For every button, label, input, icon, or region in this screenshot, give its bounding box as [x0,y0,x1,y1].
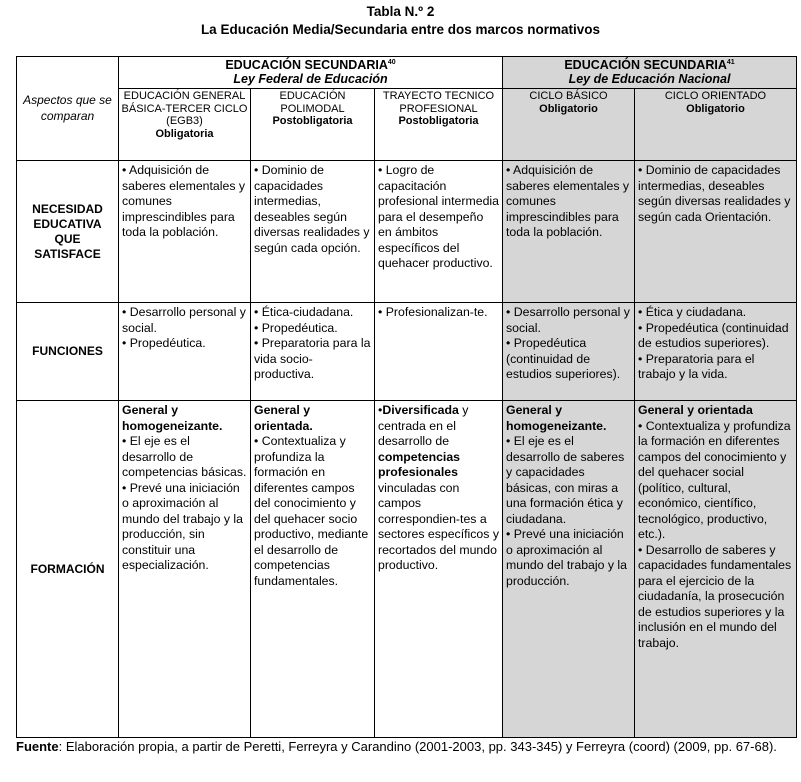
aspect-header: Aspectos que se comparan [17,57,119,161]
cell-necesidad-ciclo-basico: • Adquisición de saberes elementales y comunes imprescindibles para toda la población. [503,161,635,303]
cell-formacion-ciclo-orientado: General y orientada • Contextualiza y profundiza la formación en diferentes campos del conocimiento y del quehacer social (político, cultural, económico, científico, tecnológico, productivo, etc.). • Desarrollo de saberes y capacidades fundamentales para el ejercicio de la ciudadanía, la prosecución de estudios superiores y la inclusión en el mundo del trabajo. [635,401,797,738]
table-row [17,401,797,738]
table-title: La Educación Media/Secundaria entre dos marcos normativos [200,22,601,37]
cell-necesidad-egb3: • Adquisición de saberes elementales y comunes imprescindibles para toda la población. [119,161,251,303]
col-header-polimodal: EDUCACIÓN POLIMODAL Postobligatoria [251,89,375,161]
group-header-lfe: EDUCACIÓN SECUNDARIA$^{40}$ Ley Federal de Educación [119,57,503,89]
col-header-ttp: TRAYECTO TECNICO PROFESIONAL Postobligatoria [375,89,503,161]
cell-funciones-polimodal: • Ética-ciudadana. • Propedéutica. • Preparatoria para la vida socio-productiva. [251,303,375,401]
row-label-formacion: FORMACIÓN [17,401,119,738]
table-row [17,303,797,401]
cell-formacion-ciclo-basico: General y homogeneizante. • El eje es el desarrollo de saberes y capacidades básicas, con miras a una formación ética y ciudadana. • Prevé una iniciación o aproximación al mundo del trabajo y la producción. [503,401,635,738]
col-header-ciclo-basico: CICLO BÁSICO Obligatorio [503,89,635,161]
col-header-ciclo-orientado: CICLO ORIENTADO Obligatorio [635,89,797,161]
cell-formacion-ttp: •Diversificada y centrada en el desarrollo de competencias profesionales vinculadas con campos correspondien-tes a sectores específicos y recortados del mundo productivo. [375,401,503,738]
source-note: Fuente: Elaboración propia, a partir de Peretti, Ferreyra y Carandino (2001-2003, pp. 343-345) y Ferreyra (coord) (2009, pp. 67-68). [16,739,777,754]
col-header-egb3: EDUCACIÓN GENERAL BÁSICA-TERCER CICLO (EGB3) Obligatoria [119,89,251,161]
table-number: Tabla N.º 2 [366,4,435,19]
comparison-table [16,56,797,738]
group-header-len: EDUCACIÓN SECUNDARIA$^{41}$ Ley de Educación Nacional [503,57,797,89]
cell-funciones-ciclo-orientado: • Ética y ciudadana. • Propedéutica (continuidad de estudios superiores). • Preparatoria para el trabajo y la vida. [635,303,797,401]
row-label-funciones: FUNCIONES [17,303,119,401]
cell-necesidad-ttp: • Logro de capacitación profesional intermedia para el desempeño en ámbitos específicos del quehacer productivo. [375,161,503,303]
cell-funciones-ciclo-basico: • Desarrollo personal y social. • Propedéutica (continuidad de estudios superiores). [503,303,635,401]
cell-funciones-ttp: • Profesionalizan-te. [375,303,503,401]
cell-funciones-egb3: • Desarrollo personal y social. • Propedéutica. [119,303,251,401]
cell-necesidad-polimodal: • Dominio de capacidades intermedias, deseables según diversas realidades y según cada opción. [251,161,375,303]
table-row [17,161,797,303]
cell-necesidad-ciclo-orientado: • Dominio de capacidades intermedias, deseables según diversas realidades y según cada Orientación. [635,161,797,303]
row-label-necesidad: NECESIDAD EDUCATIVA QUE SATISFACE [17,161,119,303]
cell-formacion-egb3: General y homogeneizante. • El eje es el desarrollo de competencias básicas. • Prevé una iniciación o aproximación al mundo del trabajo y la producción, sin constituir una especialización. [119,401,251,738]
cell-formacion-polimodal: General y orientada. • Contextualiza y profundiza la formación en diferentes campos del conocimiento y del quehacer socio productivo, mediante el desarrollo de competencias fundamentales. [251,401,375,738]
